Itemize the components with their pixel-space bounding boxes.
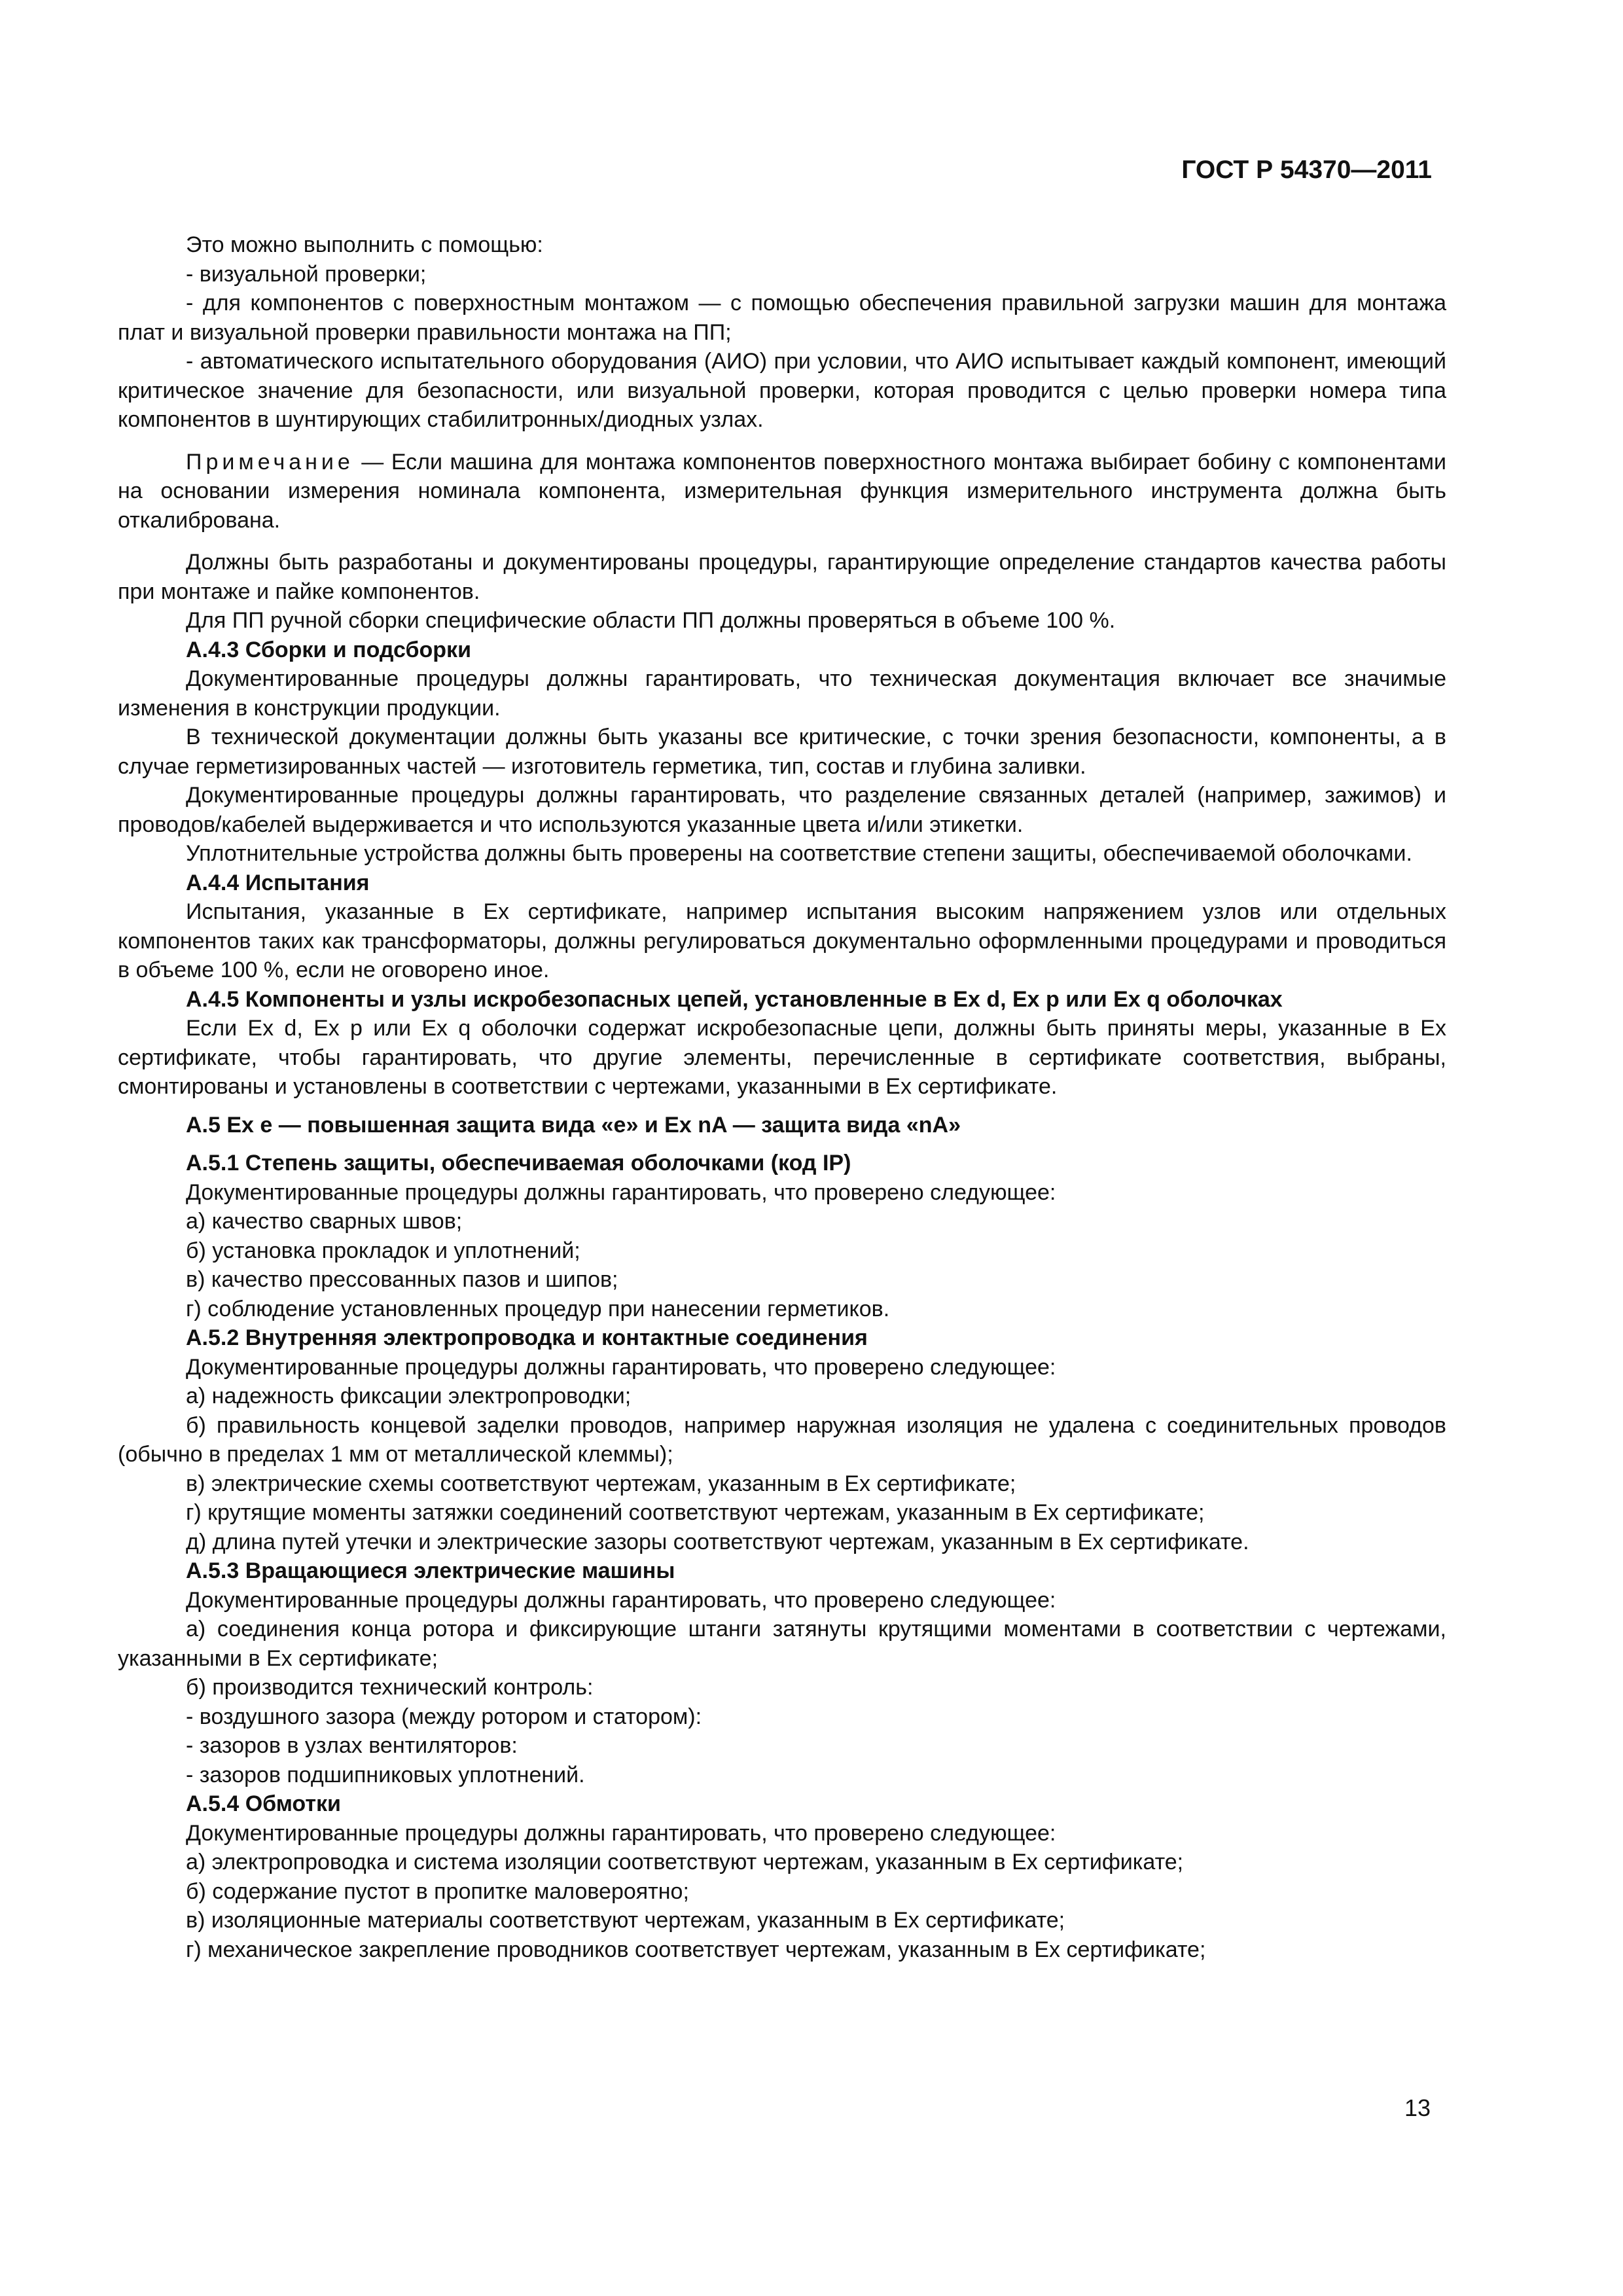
list-item: - зазоров в узлах вентиляторов: (186, 1733, 518, 1758)
section-heading-a44: А.4.4 Испытания (186, 870, 370, 895)
list-item: - для компонентов с поверхностным монтажом — с помощью обеспечения правильной загрузки машин для монтажа плат и визуальной проверки правильности монтажа на ПП; (118, 291, 1446, 345)
paragraph: Документированные процедуры должны гарантировать, что проверено следующее: (186, 1587, 1056, 1613)
list-item: - воздушного зазора (между ротором и статором): (186, 1704, 702, 1729)
list-item: а) соединения конца ротора и фиксирующие штанги затянуты крутящими моментами в соответствии с чертежами, указанными в Ex сертификате; (118, 1617, 1446, 1671)
paragraph: Документированные процедуры должны гарантировать, что разделение связанных деталей (например, зажимов) и проводов/кабелей выдерживается и что используются указанные цвета и/или этикетки. (118, 783, 1446, 837)
page-number: 13 (1404, 2094, 1431, 2121)
list-item: - зазоров подшипниковых уплотнений. (186, 1762, 585, 1787)
note-paragraph (118, 448, 1446, 535)
section-heading-a45: А.4.5 Компоненты и узлы искробезопасных цепей, установленные в Ex d, Ex p или Ex q оболочках (186, 986, 1283, 1012)
document-id-header: ГОСТ Р 54370—2011 (1181, 156, 1432, 184)
section-heading-a51: А.5.1 Степень защиты, обеспечиваемая оболочками (код IP) (186, 1151, 851, 1175)
paragraph: Документированные процедуры должны гарантировать, что проверено следующее: (186, 1820, 1056, 1846)
paragraph: Испытания, указанные в Ex сертификате, например испытания высоким напряжением узлов или отдельных компонентов таких как трансформаторы, должны регулироваться документально оформленными процедурами и проводиться в объеме 100 %, если не оговорено иное. (118, 899, 1446, 982)
list-item: г) соблюдение установленных процедур при нанесении герметиков. (186, 1296, 890, 1321)
list-item: - визуальной проверки; (186, 261, 427, 287)
list-item: а) качество сварных швов; (186, 1209, 463, 1234)
paragraph: Документированные процедуры должны гарантировать, что техническая документация включает все значимые изменения в конструкции продукции. (118, 666, 1446, 721)
paragraph: В технической документации должны быть указаны все критические, с точки зрения безопасности, компоненты, а в случае герметизированных частей — изготовитель герметика, тип, состав и глубина заливки. (118, 725, 1446, 779)
list-item: а) электропроводка и система изоляции соответствуют чертежам, указанным в Ex сертификате; (186, 1850, 1184, 1874)
list-item: д) длина путей утечки и электрические зазоры соответствуют чертежам, указанным в Ex сертификате. (186, 1529, 1249, 1554)
paragraph: Если Ex d, Ex p или Ex q оболочки содержат искробезопасные цепи, должны быть приняты меры, указанные в Ex сертификате, чтобы гарантировать, что другие элементы, перечисленные в сертификате соответствия, выбраны, смонтированы и установлены в соответствии с чертежами, указанными в Ex сертификате. (118, 1016, 1446, 1099)
list-item: б) содержание пустот в пропитке маловероятно; (186, 1878, 689, 1904)
paragraph: Документированные процедуры должны гарантировать, что проверено следующее: (186, 1179, 1056, 1205)
list-item: в) качество прессованных пазов и шипов; (186, 1267, 618, 1292)
list-item: б) правильность концевой заделки проводов, например наружная изоляция не удалена с соединительных проводов (обычно в пределах 1 мм от металлической клеммы); (118, 1412, 1446, 1467)
list-item: а) надежность фиксации электропроводки; (186, 1384, 632, 1408)
section-heading-a43: А.4.3 Сборки и подсборки (186, 637, 471, 662)
paragraph: Должны быть разработаны и документированы процедуры, гарантирующие определение стандартов качества работы при монтаже и пайке компонентов. (118, 550, 1446, 604)
list-item: г) механическое закрепление проводников соответствует чертежам, указанным в Ex сертификате; (186, 1937, 1206, 1962)
list-item: в) электрические схемы соответствуют чертежам, указанным в Ex сертификате; (186, 1471, 1016, 1496)
note-label: Примечание (186, 449, 354, 475)
section-heading-a5: А.5 Ex e — повышенная защита вида «е» и Ex nA — защита вида «nA» (186, 1112, 961, 1138)
list-item: г) крутящие моменты затяжки соединений соответствуют чертежам, указанным в Ex сертификате; (186, 1500, 1205, 1525)
list-item: - автоматического испытательного оборудования (АИО) при условии, что АИО испытывает каждый компонент, имеющий критическое значение для безопасности, или визуальной проверки, которая проводится с целью проверки номера типа компонентов в шунтирующих стабилитронных/диодных узлах. (118, 349, 1446, 432)
section-heading-a52: А.5.2 Внутренняя электропроводка и контактные соединения (186, 1325, 868, 1350)
list-item: б) установка прокладок и уплотнений; (186, 1238, 580, 1263)
page-body (118, 230, 1446, 1964)
paragraph: Для ПП ручной сборки специфические области ПП должны проверяться в объеме 100 %. (186, 608, 1116, 633)
list-item: б) производится технический контроль: (186, 1675, 594, 1700)
paragraph: Это можно выполнить с помощью: (186, 232, 543, 257)
paragraph: Документированные процедуры должны гарантировать, что проверено следующее: (186, 1354, 1056, 1380)
section-heading-a54: А.5.4 Обмотки (186, 1791, 341, 1816)
section-heading-a53: А.5.3 Вращающиеся электрические машины (186, 1558, 675, 1583)
note-text: — Если машина для монтажа компонентов поверхностного монтажа выбирает бобину с компонентами на основании измерения номинала компонента, измерительная функция измерительного инструмента должна быть откалибрована. (118, 449, 1446, 533)
paragraph: Уплотнительные устройства должны быть проверены на соответствие степени защиты, обеспечиваемой оболочками. (186, 841, 1412, 866)
list-item: в) изоляционные материалы соответствуют чертежам, указанным в Ex сертификате; (186, 1908, 1065, 1933)
